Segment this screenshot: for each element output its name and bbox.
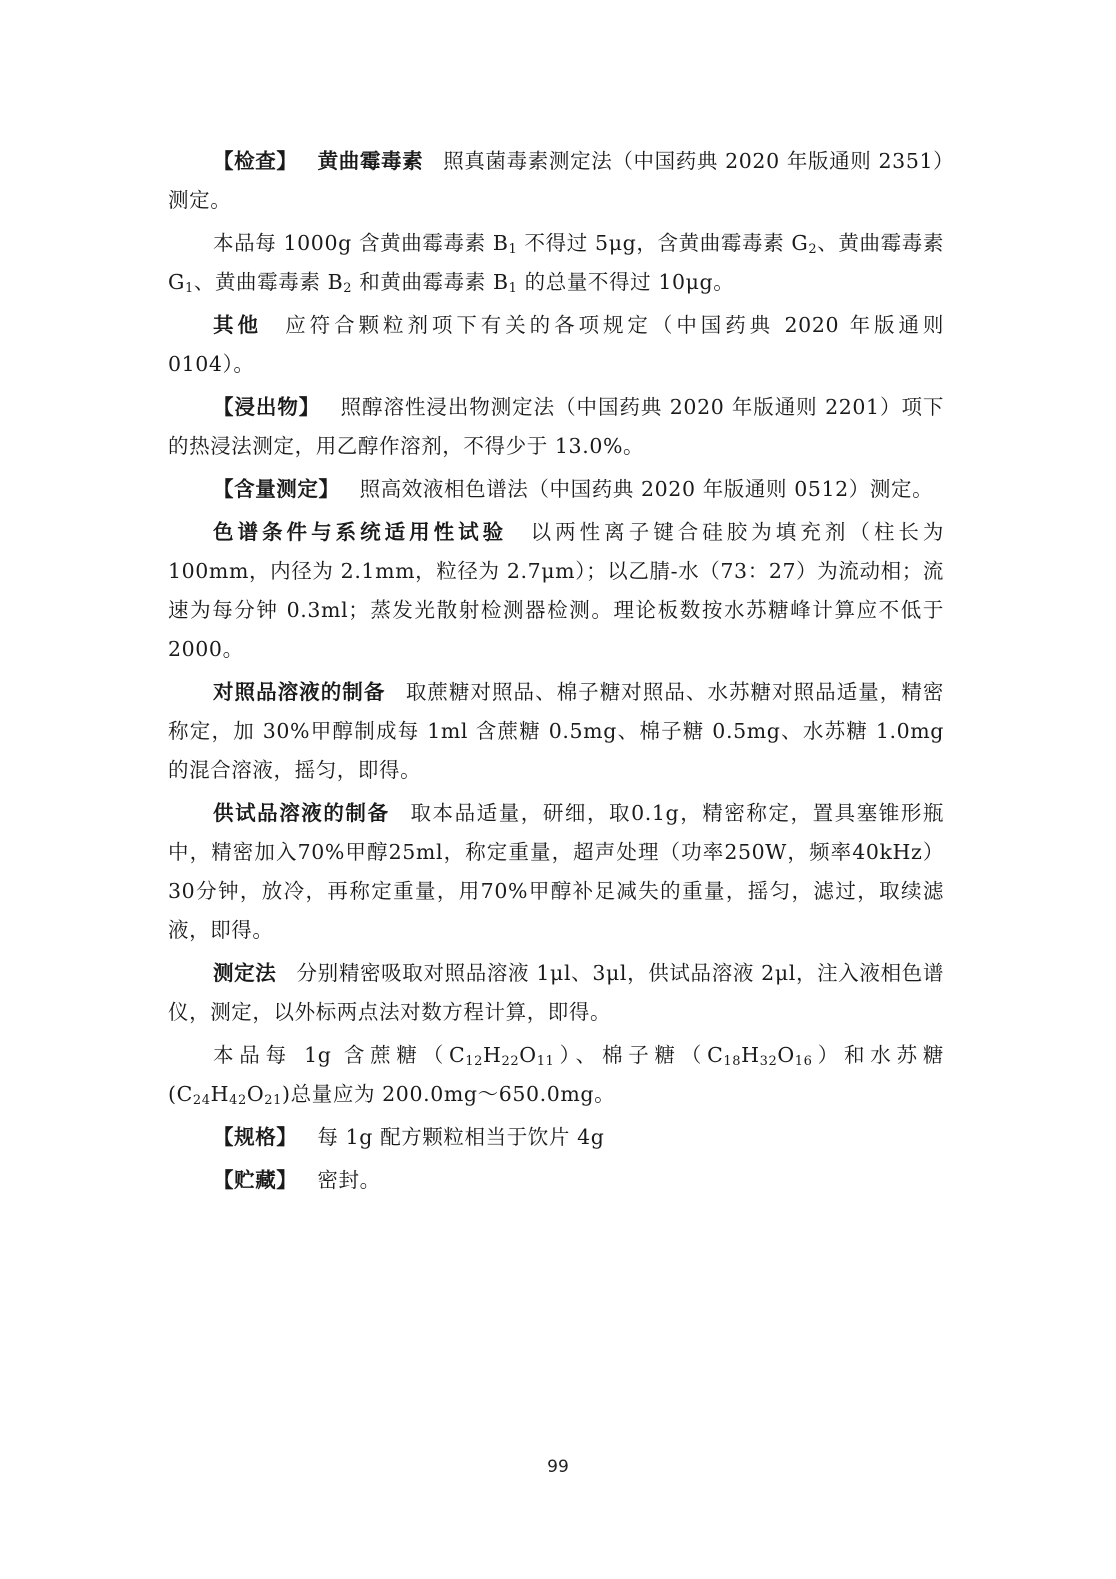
test-solution-paragraph: 供试品溶液的制备 取本品适量，研细，取0.1g，精密称定，置具塞锥形瓶中，精密加入70%甲醇25ml，称定重量，超声处理（功率250W，频率40kHz）30分钟，放冷，再称定重量，用70%甲醇补足减失的重量，摇匀，滤过，取续滤液，即得。 (168, 801, 944, 942)
subheading-reference-solution: 对照品溶液的制备 (213, 680, 386, 704)
other-paragraph: 其他 应符合颗粒剂项下有关的各项规定（中国药典 2020 年版通则 0104）。 (168, 313, 945, 376)
storage-paragraph: 【贮藏】 密封。 (213, 1168, 381, 1192)
page-number: 99 (547, 1457, 569, 1477)
subheading-aflatoxin: 黄曲霉毒素 (317, 149, 424, 173)
chromatography-paragraph: 色谱条件与系统适用性试验 以两性离子键合硅胶为填充剂（柱长为 100mm，内径为 2.1mm，粒径为 2.7μm）；以乙腈-水（73：27）为流动相；流速为每分钟 0.3ml；蒸发光散射检测器检测。理论板数按水苏糖峰计算应不低于 2000。 (168, 520, 945, 661)
extract-paragraph: 【浸出物】 照醇溶性浸出物测定法（中国药典 2020 年版通则 2201）项下的热浸法测定，用乙醇作溶剂，不得少于 13.0%。 (168, 395, 944, 458)
inspection-text: 照真菌毒素测定法（中国药典 2020 年版通则 2351）测定。 (168, 149, 944, 212)
subheading-test-solution: 供试品溶液的制备 (213, 801, 390, 825)
determination-paragraph: 测定法 分别精密吸取对照品溶液 1μl、3μl，供试品溶液 2μl，注入液相色谱仪，测定，以外标两点法对数方程计算，即得。 (168, 961, 944, 1024)
subheading-chromatography: 色谱条件与系统适用性试验 (213, 520, 508, 544)
assay-paragraph: 【含量测定】 照高效液相色谱法（中国药典 2020 年版通则 0512）测定。 (213, 477, 934, 501)
subheading-determination: 测定法 (213, 961, 277, 985)
content-limit-paragraph: 本品每 1g 含蔗糖$(C_{12}H_{22}O_{11})$、棉子糖$(C_{18}H_{32}O_{16})$和水苏糖$(C_{24}H_{42}O_{21})$总量应为 200.0mg～650.0mg。 (168, 1043, 944, 1108)
section-heading-inspection: 【检查】 (213, 149, 298, 173)
section-heading-extract: 【浸出物】 (213, 395, 321, 419)
section-heading-specification: 【规格】 (213, 1125, 298, 1149)
section-heading-assay: 【含量测定】 (213, 477, 340, 501)
reference-solution-paragraph: 对照品溶液的制备 取蔗糖对照品、棉子糖对照品、水苏糖对照品适量，精密称定，加 30%甲醇制成每 1ml 含蔗糖 0.5mg、棉子糖 0.5mg、水苏糖 1.0mg 的混合溶液，摇匀，即得。 (168, 680, 945, 782)
specification-paragraph: 【规格】 每 1g 配方颗粒相当于饮片 4g (213, 1125, 605, 1149)
section-heading-storage: 【贮藏】 (213, 1168, 298, 1192)
body-text (168, 142, 944, 1204)
subheading-other: 其他 (213, 313, 262, 337)
aflatoxin-limit-paragraph: 本品每 1000g 含黄曲霉毒素 $B_1$ 不得过 5μg，含黄曲霉毒素 $G_2$、黄曲霉毒素 $G_1$、黄曲霉毒素 $B_2$ 和黄曲霉毒素 $B_1$ 的总量不得过 10μg。 (168, 231, 944, 296)
inspection-paragraph (168, 142, 944, 220)
